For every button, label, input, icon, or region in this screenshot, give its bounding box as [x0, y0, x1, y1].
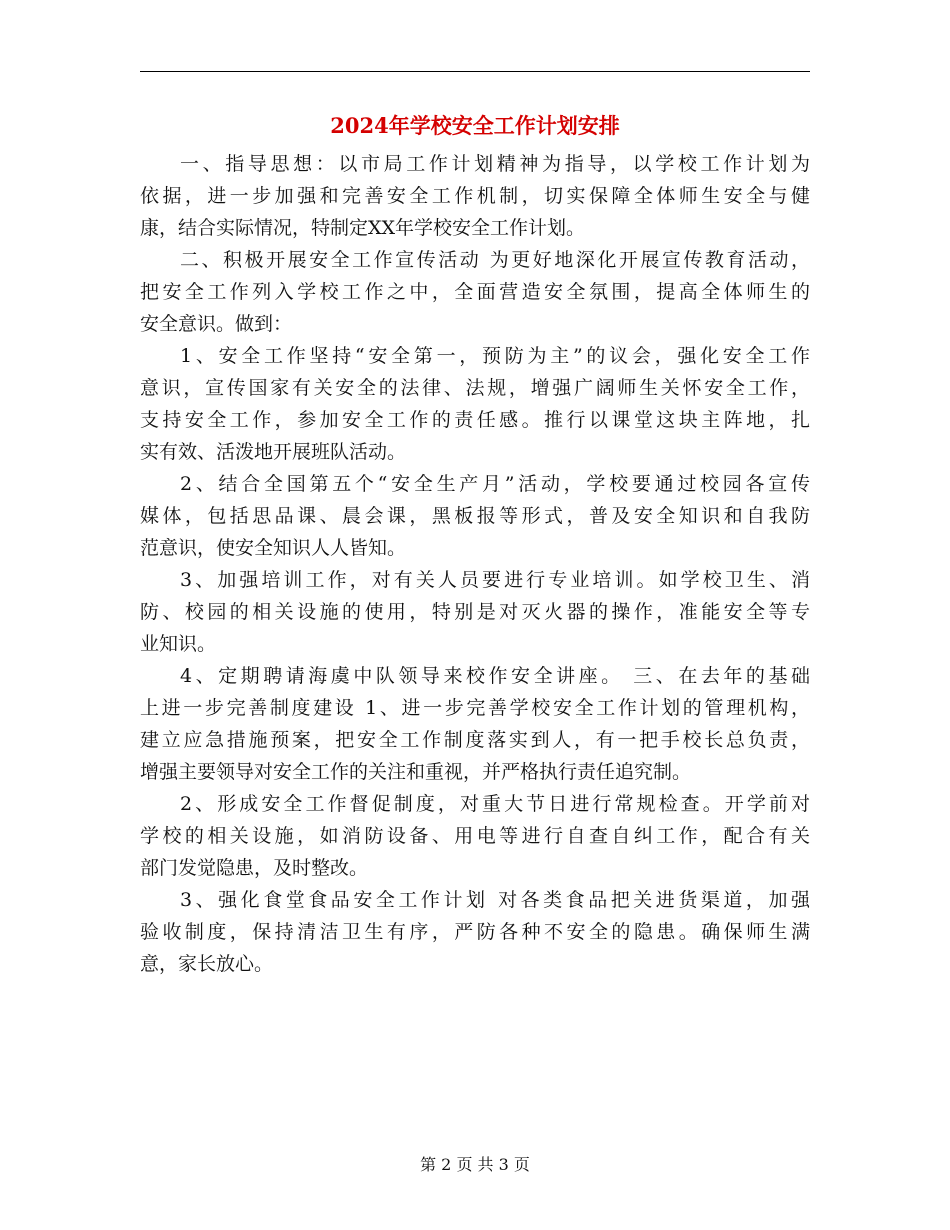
- paragraph-line: 安全意识。做到：: [140, 313, 293, 335]
- paragraph-line: 上进一步完善制度建设 1、进一步完善学校安全工作计划的管理机构，: [140, 697, 810, 719]
- paragraph-line: 验收制度，保持清洁卫生有序，严防各种不安全的隐患。确保师生满: [140, 921, 810, 943]
- paragraph-line: 把安全工作列入学校工作之中，全面营造安全氛围，提高全体师生的: [140, 281, 810, 303]
- paragraph-line: 二、积极开展安全工作宣传活动 为更好地深化开展宣传教育活动，: [180, 249, 810, 271]
- paragraph-line: 1、安全工作坚持“安全第一，预防为主”的议会，强化安全工作: [180, 345, 810, 367]
- paragraph-line: 4、定期聘请海虞中队领导来校作安全讲座。 三、在去年的基础: [180, 665, 810, 687]
- paragraph-item-2: [140, 468, 810, 564]
- paragraph-item-3: [140, 564, 810, 660]
- paragraph-line: 实有效、活泼地开展班队活动。: [140, 441, 407, 463]
- document-title: 2024年学校安全工作计划安排: [330, 113, 620, 138]
- paragraph-line: 意识，宣传国家有关安全的法律、法规，增强广阔师生关怀安全工作，: [140, 377, 810, 399]
- paragraph-line: 部门发觉隐患，及时整改。: [140, 857, 369, 879]
- paragraph-line: 支持安全工作，参加安全工作的责任感。推行以课堂这块主阵地，扎: [140, 409, 810, 431]
- paragraph-line: 一、指导思想：以市局工作计划精神为指导，以学校工作计划为: [180, 153, 810, 175]
- paragraph-line: 业知识。: [140, 633, 217, 655]
- paragraph-publicity: [140, 244, 810, 340]
- header-rule: [140, 71, 810, 72]
- paragraph-line: 依据，进一步加强和完善安全工作机制，切实保障全体师生安全与健: [140, 185, 810, 207]
- paragraph-line: 学校的相关设施，如消防设备、用电等进行自查自纠工作，配合有关: [140, 825, 810, 847]
- paragraph-supervision: [140, 788, 810, 884]
- paragraph-canteen: [140, 884, 810, 980]
- paragraph-line: 增强主要领导对安全工作的关注和重视，并严格执行责任追究制。: [140, 761, 692, 783]
- paragraph-line: 3、加强培训工作，对有关人员要进行专业培训。如学校卫生、消: [180, 569, 810, 591]
- paragraph-line: 建立应急措施预案，把安全工作制度落实到人，有一把手校长总负责，: [140, 729, 810, 751]
- paragraph-line: 意，家长放心。: [140, 953, 274, 975]
- document-body: [140, 148, 810, 980]
- paragraph-line: 3、强化食堂食品安全工作计划 对各类食品把关进货渠道，加强: [180, 889, 810, 911]
- paragraph-line: 媒体，包括思品课、晨会课，黑板报等形式，普及安全知识和自我防: [140, 505, 810, 527]
- paragraph-line: 范意识，使安全知识人人皆知。: [140, 537, 407, 559]
- paragraph-line: 2、形成安全工作督促制度，对重大节日进行常规检查。开学前对: [180, 793, 810, 815]
- page-number: 第 2 页 共 3 页: [420, 1155, 530, 1174]
- paragraph-line: 防、校园的相关设施的使用，特别是对灭火器的操作，准能安全等专: [140, 601, 810, 623]
- paragraph-item-1: [140, 340, 810, 468]
- paragraph-line: 康，结合实际情况，特制定XX年学校安全工作计划。: [140, 217, 586, 239]
- paragraph-guiding-ideology: [140, 148, 810, 244]
- paragraph-line: 2、结合全国第五个“安全生产月”活动，学校要通过校园各宣传: [180, 473, 810, 495]
- paragraph-item-4: [140, 660, 810, 788]
